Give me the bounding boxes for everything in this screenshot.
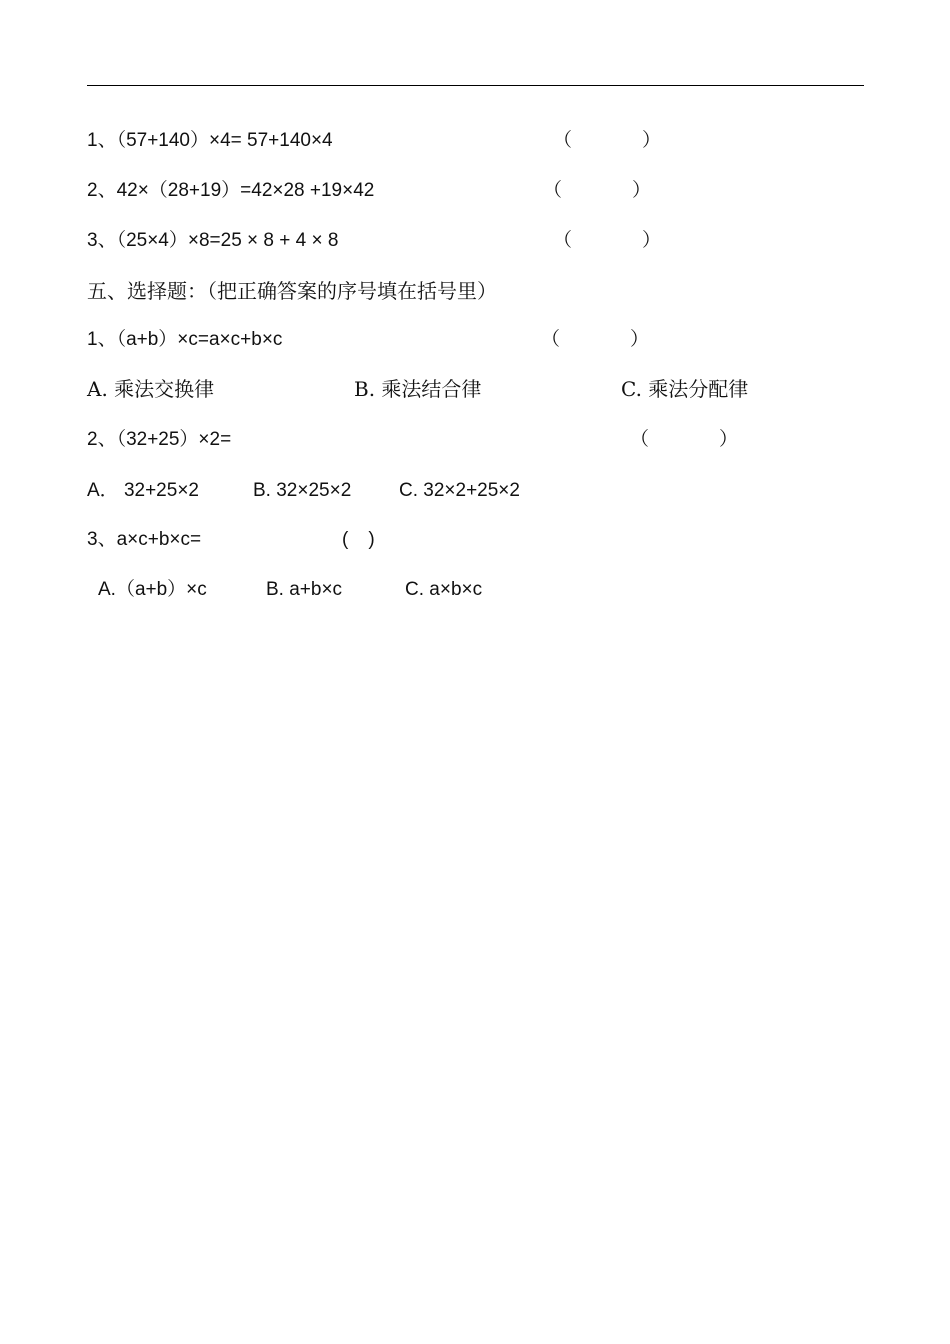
choice-question-1: 1、（a+b）×c=a×c+b×c	[87, 329, 283, 350]
option-c: C. 乘法分配律	[621, 377, 749, 401]
answer-blank-q1[interactable]	[541, 328, 649, 352]
answer-blank-q2[interactable]	[630, 428, 738, 452]
option-b: B. a+b×c	[266, 579, 343, 600]
paren-open: （	[553, 130, 573, 151]
paren-close: )	[368, 529, 375, 550]
paren-open: （	[553, 230, 573, 251]
answer-blank-1[interactable]	[553, 129, 661, 153]
judge-item-1: 1、（57+140）×4= 57+140×4	[87, 130, 333, 151]
option-a: A． 32+25×2	[87, 480, 199, 501]
choice-question-2: 2、（32+25）×2=	[87, 429, 232, 450]
answer-blank-q3[interactable]	[342, 528, 375, 552]
option-b: B. 乘法结合律	[354, 377, 482, 401]
option-c: C. 32×2+25×2	[399, 480, 520, 501]
paren-open: （	[541, 329, 561, 350]
paren-close: ）	[642, 130, 662, 151]
option-a: A. 乘法交换律	[87, 377, 215, 401]
header-rule	[87, 85, 864, 86]
option-c: C. a×b×c	[405, 579, 483, 600]
paren-close: ）	[642, 230, 662, 251]
choice-question-3: 3、a×c+b×c=	[87, 529, 202, 550]
answer-blank-2[interactable]	[543, 179, 651, 203]
option-b: B. 32×25×2	[253, 480, 352, 501]
judge-item-2: 2、42×（28+19）=42×28 +19×42	[87, 180, 375, 201]
section-heading: 五、选择题：（把正确答案的序号填在括号里）	[87, 279, 497, 303]
paren-open: （	[543, 180, 563, 201]
judge-item-3: 3、（25×4）×8=25 × 8 + 4 × 8	[87, 230, 339, 251]
paren-close: ）	[630, 329, 650, 350]
answer-blank-3[interactable]	[553, 229, 661, 253]
paren-open: (	[342, 529, 349, 550]
paren-open: （	[630, 429, 650, 450]
paren-close: ）	[719, 429, 739, 450]
paren-close: ）	[632, 180, 652, 201]
option-a: A.（a+b）×c	[98, 579, 207, 600]
